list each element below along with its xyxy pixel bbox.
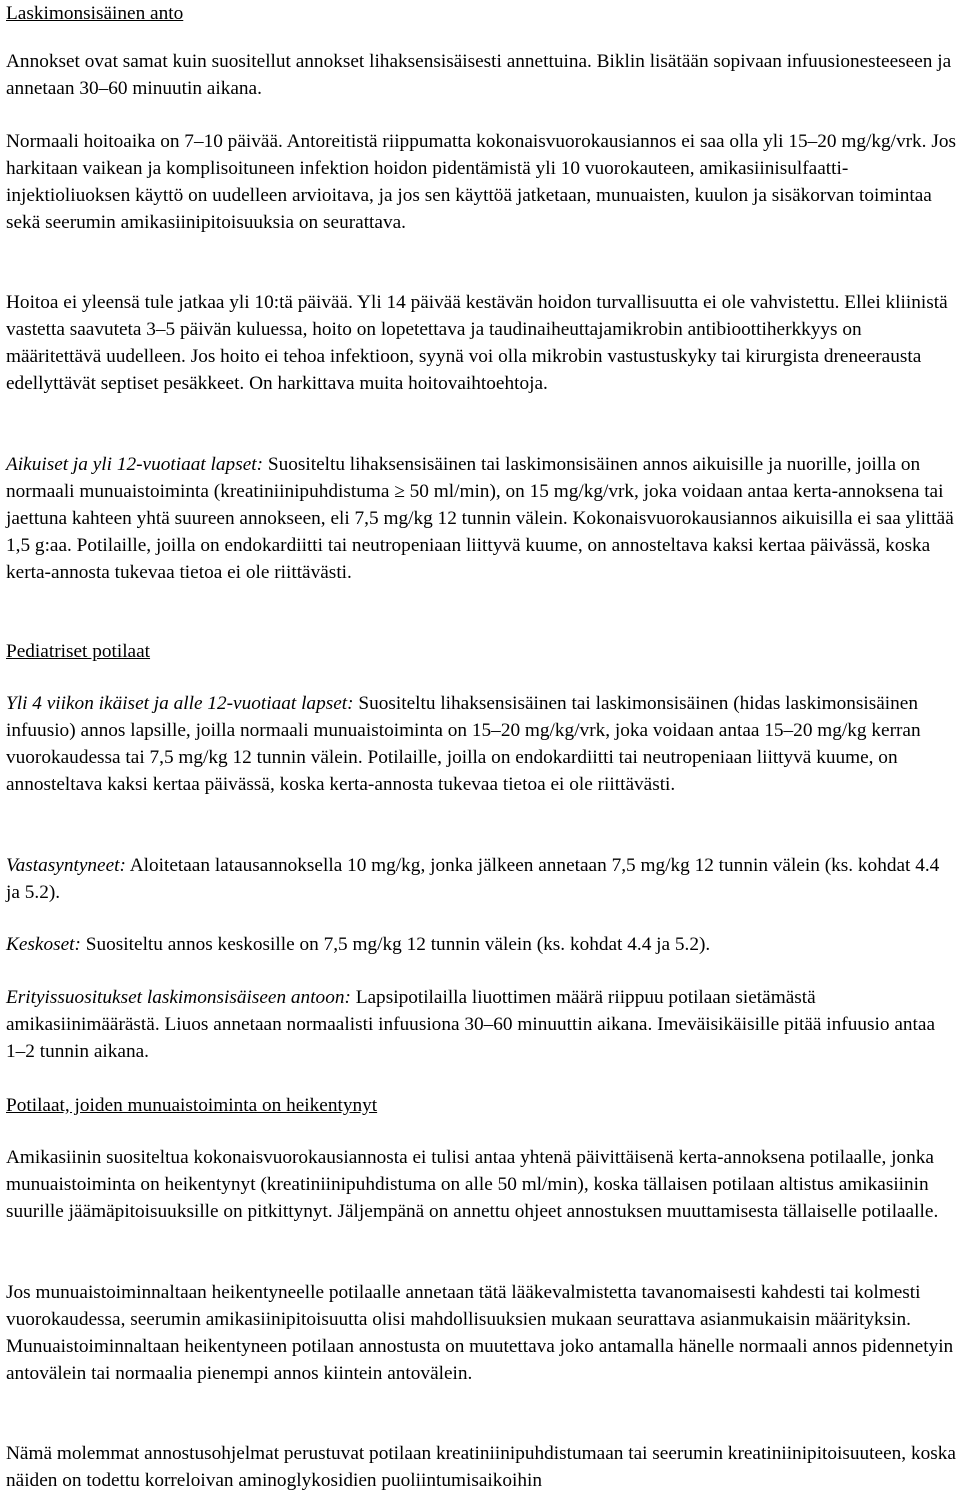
- paragraph-renal-basis: Nämä molemmat annostusohjelmat perustuvat potilaan kreatiniinipuhdistumaan tai seerumin kreatiniinipitoisuuteen, koska näiden on todettu korreloivan aminoglykosidien puoliintumisaikoihin: [6, 1443, 956, 1491]
- paragraph-adults: [6, 451, 956, 586]
- section-heading-pediatric: Pediatriset potilaat: [6, 641, 151, 662]
- paragraph-text: Suositeltu lihaksensisäinen tai laskimonsisäinen (hidas laskimonsisäinen infuusio) annos lapsille, joilla normaali munuaistoiminta on 15–20 mg/kg/vrk, joka voidaan antaa 15–20 mg/kg kerran vuorokaudessa tai 7,5 mg/kg 12 tunnin välein. Potilaille, joilla on endokardiitti tai neutropeniaan liittyvä kuume, on annosteltava kaksi kertaa päivässä, koska kerta-annosta tukevaa tietoa ei ole riittävästi.: [6, 693, 921, 795]
- paragraph-label: Keskoset:: [6, 934, 81, 955]
- paragraph-children: [6, 690, 956, 798]
- paragraph-text: Aloitetaan latausannoksella 10 mg/kg, jonka jälkeen annetaan 7,5 mg/kg 12 tunnin välein (ks. kohdat 4.4 ja 5.2).: [6, 855, 940, 903]
- paragraph-label: Erityissuositukset laskimonsisäiseen antoon:: [6, 987, 351, 1008]
- paragraph-text: Suositeltu annos keskosille on 7,5 mg/kg 12 tunnin välein (ks. kohdat 4.4 ja 5.2).: [80, 934, 711, 955]
- paragraph-dosing-iv: Annokset ovat samat kuin suositellut annokset lihaksensisäisesti annettuina. Biklin lisätään sopivaan infuusionesteeseen ja annetaan 30–60 minuutin aikana.: [6, 51, 952, 99]
- paragraph-renal-monitoring: Jos munuaistoiminnaltaan heikentyneelle potilaalle annetaan tätä lääkevalmistetta tavanomaisesti kahdesti tai kolmesti vuorokaudessa, seerumin amikasiinipitoisuutta olisi mahdollisuuksien mukaan seurattava asianmukaisin määrityksin. Munuaistoiminnaltaan heikentyneen potilaan annostusta on muutettava joko antamalla hänelle normaali annos pidennetyin antovälein tai normaalia pienempi annos kiintein antovälein.: [6, 1282, 954, 1384]
- paragraph-text: Lapsipotilailla liuottimen määrä riippuu potilaan sietämästä amikasiinimäärästä. Liuos annetaan normaalisti infuusiona 30–60 minuuttin aikana. Imeväisikäisille pitää infuusio antaa 1–2 tunnin aikana.: [6, 987, 936, 1062]
- paragraph-renal-dosing: Amikasiinin suositeltua kokonaisvuorokausiannosta ei tulisi antaa yhtenä päivittäisenä kerta-annoksena potilaalle, jonka munuaistoiminta on heikentynyt (kreatiniinipuhdistuma on alle 50 ml/min), koska tällaisen potilaan altistus amikasiinin suurille jäämäpitoisuuksille on pitkittynyt. Jäljempänä on annettu ohjeet annostuksen muuttamisesta tällaiselle potilaalle.: [6, 1147, 939, 1222]
- paragraph-neonates: [6, 852, 956, 906]
- paragraph-text: Suositeltu lihaksensisäinen tai laskimonsisäinen annos aikuisille ja nuorille, joilla on normaali munuaistoiminta (kreatiniinipuhdistuma ≥ 50 ml/min), on 15 mg/kg/vrk, joka voidaan antaa kerta-annoksena tai jaettuna kahteen yhtä suureen annokseen, eli 7,5 mg/kg 12 tunnin välein. Kokonaisvuorokausiannos aikuisilla ei saa ylittää 1,5 g:aa. Potilaille, joilla on endokardiitti tai neutropeniaan liittyvä kuume, on annosteltava kaksi kertaa päivässä, koska kerta-annosta tukevaa tietoa ei ole riittävästi.: [6, 454, 954, 583]
- section-heading-renal: Potilaat, joiden munuaistoiminta on heikentynyt: [6, 1095, 378, 1116]
- paragraph-label: Vastasyntyneet:: [6, 855, 126, 876]
- paragraph-duration: Normaali hoitoaika on 7–10 päivää. Antoreitistä riippumatta kokonaisvuorokausiannos ei saa olla yli 15–20 mg/kg/vrk. Jos harkitaan vaikean ja komplisoituneen infektion hoidon pidentämistä yli 10 vuorokauteen, amikasiinisulfaatti-injektioliuoksen käyttö on uudelleen arvioitava, ja jos sen käyttöä jatketaan, munuaisten, kuulon ja sisäkorvan toimintaa sekä seerumin amikasiinipitoisuuksia on seurattava.: [6, 131, 956, 233]
- paragraph-treatment-limit: Hoitoa ei yleensä tule jatkaa yli 10:tä päivää. Yli 14 päivää kestävän hoidon turvallisuutta ei ole vahvistettu. Ellei kliinistä vastetta saavuteta 3–5 päivän kuluessa, hoito on lopetettava ja taudinaiheuttajamikrobin antibioottiherkkyys on määritettävä uudelleen. Jos hoito ei tehoa infektioon, syynä voi olla mikrobin vastustuskyky tai kirurgista dreneerausta edellyttävät septiset pesäkkeet. On harkittava muita hoitovaihtoehtoja.: [6, 292, 948, 394]
- paragraph-special-iv: [6, 984, 956, 1065]
- paragraph-preterm: [6, 931, 956, 958]
- section-heading-iv: Laskimonsisäinen anto: [6, 3, 184, 24]
- paragraph-label: Aikuiset ja yli 12-vuotiaat lapset:: [6, 454, 264, 475]
- paragraph-label: Yli 4 viikon ikäiset ja alle 12-vuotiaat lapset:: [6, 693, 354, 714]
